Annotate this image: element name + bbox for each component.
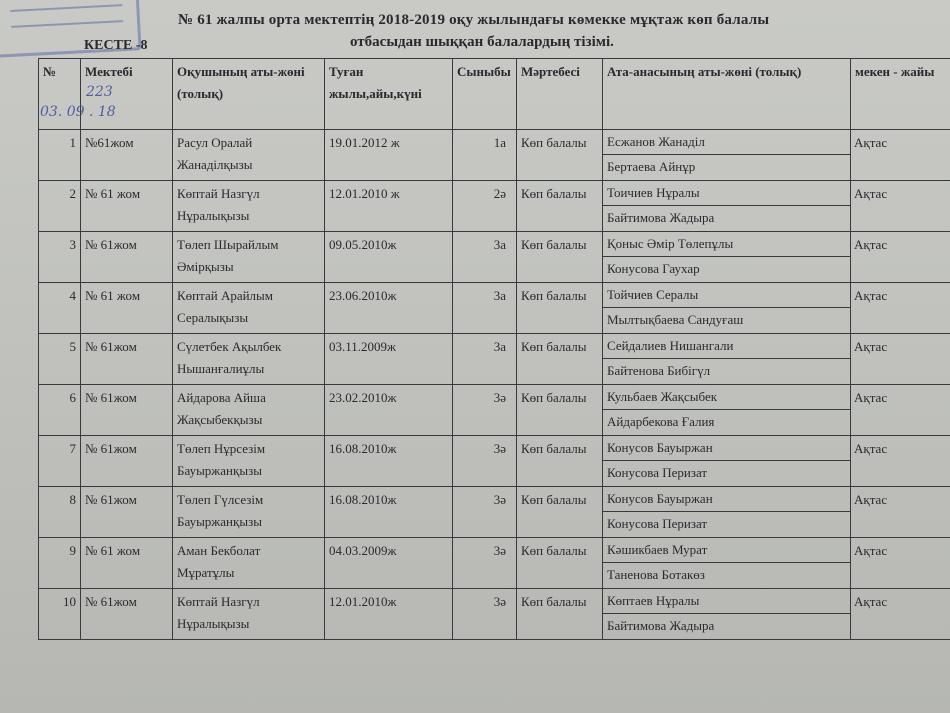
address-cell: Ақтас <box>851 385 950 436</box>
row-number: 8 <box>39 487 81 538</box>
school-cell: № 61жом <box>81 232 173 283</box>
dob-cell: 23.06.2010ж <box>325 283 453 334</box>
status-cell: Көп балалы <box>517 232 603 283</box>
grade-cell: 2ә <box>453 181 517 232</box>
school-cell: № 61жом <box>81 436 173 487</box>
table-row <box>39 334 950 385</box>
parents-cell <box>603 538 851 589</box>
col-header-status: Мәртебесі <box>517 59 603 130</box>
status-cell: Көп балалы <box>517 283 603 334</box>
col-header-school: Мектебі <box>81 59 173 130</box>
school-cell: № 61жом <box>81 487 173 538</box>
parents-cell <box>603 385 851 436</box>
address-cell: Ақтас <box>851 283 950 334</box>
school-cell: № 61жом <box>81 385 173 436</box>
table-row <box>39 538 950 589</box>
row-number: 4 <box>39 283 81 334</box>
father-name: Тойчиев Сералы <box>607 287 699 302</box>
status-cell: Көп балалы <box>517 487 603 538</box>
col-header-dob: Туған жылы,айы,күні <box>325 59 453 130</box>
dob-cell: 23.02.2010ж <box>325 385 453 436</box>
student-name-cell: Төлеп Шырайлым Әмірқызы <box>173 232 325 283</box>
grade-cell: 3ә <box>453 589 517 640</box>
status-cell: Көп балалы <box>517 181 603 232</box>
address-cell: Ақтас <box>851 436 950 487</box>
father-name: Тоичиев Нұралы <box>607 185 700 200</box>
student-name-cell: Расул Оралай Жанаділқызы <box>173 130 325 181</box>
father-name: Кульбаев Жақсыбек <box>607 389 718 404</box>
status-cell: Көп балалы <box>517 436 603 487</box>
students-table <box>38 58 950 640</box>
student-name-cell: Төлеп Гүлсезім Бауыржанқызы <box>173 487 325 538</box>
table-row <box>39 487 950 538</box>
mother-name: Конусова Перизат <box>603 460 850 485</box>
grade-cell: 3а <box>453 334 517 385</box>
grade-cell: 3ә <box>453 538 517 589</box>
mother-name: Конусова Перизат <box>603 511 850 536</box>
row-number: 7 <box>39 436 81 487</box>
table-row <box>39 181 950 232</box>
grade-cell: 3ә <box>453 385 517 436</box>
school-cell: № 61жом <box>81 589 173 640</box>
table-row <box>39 589 950 640</box>
mother-name: Айдарбекова Ғалия <box>603 409 850 434</box>
parents-cell <box>603 334 851 385</box>
father-name: Кәшикбаев Мурат <box>607 542 708 557</box>
student-name-cell: Сүлетбек Ақылбек Нышанғалиұлы <box>173 334 325 385</box>
mother-name: Бертаева Айнұр <box>603 154 850 179</box>
table-header-row <box>39 59 950 130</box>
dob-cell: 16.08.2010ж <box>325 487 453 538</box>
dob-cell: 04.03.2009ж <box>325 538 453 589</box>
col-header-address: мекен - жайы <box>851 59 950 130</box>
parents-cell <box>603 487 851 538</box>
address-cell: Ақтас <box>851 334 950 385</box>
grade-cell: 3ә <box>453 487 517 538</box>
col-header-student: Оқушының аты-жөні (толық) <box>173 59 325 130</box>
status-cell: Көп балалы <box>517 130 603 181</box>
status-cell: Көп балалы <box>517 385 603 436</box>
dob-cell: 03.11.2009ж <box>325 334 453 385</box>
student-name-cell: Төлеп Нұрсезім Бауыржанқызы <box>173 436 325 487</box>
handwritten-date: 03. 09 . 18 <box>40 104 116 120</box>
row-number: 10 <box>39 589 81 640</box>
address-cell: Ақтас <box>851 181 950 232</box>
table-row <box>39 283 950 334</box>
col-header-parents: Ата-анасының аты-жөні (толық) <box>603 59 851 130</box>
father-name: Сейдалиев Нишангали <box>607 338 734 353</box>
status-cell: Көп балалы <box>517 334 603 385</box>
document-title-line1: № 61 жалпы орта мектептің 2018-2019 оқу жылындағы көмекке мұқтаж көп балалы <box>178 12 770 28</box>
student-name-cell: Көптай Арайлым Сералықызы <box>173 283 325 334</box>
status-cell: Көп балалы <box>517 589 603 640</box>
row-number: 5 <box>39 334 81 385</box>
table-row <box>39 436 950 487</box>
grade-cell: 3а <box>453 283 517 334</box>
student-name-cell: Көптай Назгүл Нұралықызы <box>173 589 325 640</box>
status-cell: Көп балалы <box>517 538 603 589</box>
student-name-cell: Айдарова Айша Жақсыбекқызы <box>173 385 325 436</box>
parents-cell <box>603 181 851 232</box>
school-cell: № 61жом <box>81 334 173 385</box>
dob-cell: 12.01.2010ж <box>325 589 453 640</box>
table-row <box>39 232 950 283</box>
document-title-line2: отбасыдан шыққан балалардың тізімі. <box>350 34 614 50</box>
mother-name: Байтимова Жадыра <box>603 205 850 230</box>
row-number: 9 <box>39 538 81 589</box>
col-header-grade: Сыныбы <box>453 59 517 130</box>
father-name: Қоныс Әмір Төлепұлы <box>607 236 734 251</box>
dob-cell: 09.05.2010ж <box>325 232 453 283</box>
grade-cell: 3ә <box>453 436 517 487</box>
address-cell: Ақтас <box>851 538 950 589</box>
parents-cell <box>603 436 851 487</box>
table-row <box>39 130 950 181</box>
row-number: 1 <box>39 130 81 181</box>
mother-name: Байтенова Бибігүл <box>603 358 850 383</box>
dob-cell: 12.01.2010 ж <box>325 181 453 232</box>
parents-cell <box>603 130 851 181</box>
school-cell: № 61 жом <box>81 283 173 334</box>
address-cell: Ақтас <box>851 487 950 538</box>
parents-cell <box>603 283 851 334</box>
row-number: 2 <box>39 181 81 232</box>
parents-cell <box>603 232 851 283</box>
handwritten-number: 223 <box>86 84 113 100</box>
address-cell: Ақтас <box>851 589 950 640</box>
address-cell: Ақтас <box>851 130 950 181</box>
father-name: Конусов Бауыржан <box>607 440 713 455</box>
father-name: Конусов Бауыржан <box>607 491 713 506</box>
table-row <box>39 385 950 436</box>
father-name: Есжанов Жанаділ <box>607 134 705 149</box>
address-cell: Ақтас <box>851 232 950 283</box>
dob-cell: 16.08.2010ж <box>325 436 453 487</box>
row-number: 3 <box>39 232 81 283</box>
dob-cell: 19.01.2012 ж <box>325 130 453 181</box>
student-name-cell: Көптай Назгүл Нұралықызы <box>173 181 325 232</box>
mother-name: Мылтықбаева Сандуғаш <box>603 307 850 332</box>
row-number: 6 <box>39 385 81 436</box>
school-cell: №61жом <box>81 130 173 181</box>
student-name-cell: Аман Бекболат Мұратұлы <box>173 538 325 589</box>
grade-cell: 3а <box>453 232 517 283</box>
school-cell: № 61 жом <box>81 538 173 589</box>
mother-name: Таненова Ботакөз <box>603 562 850 587</box>
school-cell: № 61 жом <box>81 181 173 232</box>
parents-cell <box>603 589 851 640</box>
grade-cell: 1а <box>453 130 517 181</box>
father-name: Көптаев Нұралы <box>607 593 700 608</box>
mother-name: Конусова Гаухар <box>603 256 850 281</box>
col-header-no: № <box>39 59 81 130</box>
table-label: КЕСТЕ -8 <box>84 38 148 53</box>
mother-name: Байтимова Жадыра <box>603 613 850 638</box>
